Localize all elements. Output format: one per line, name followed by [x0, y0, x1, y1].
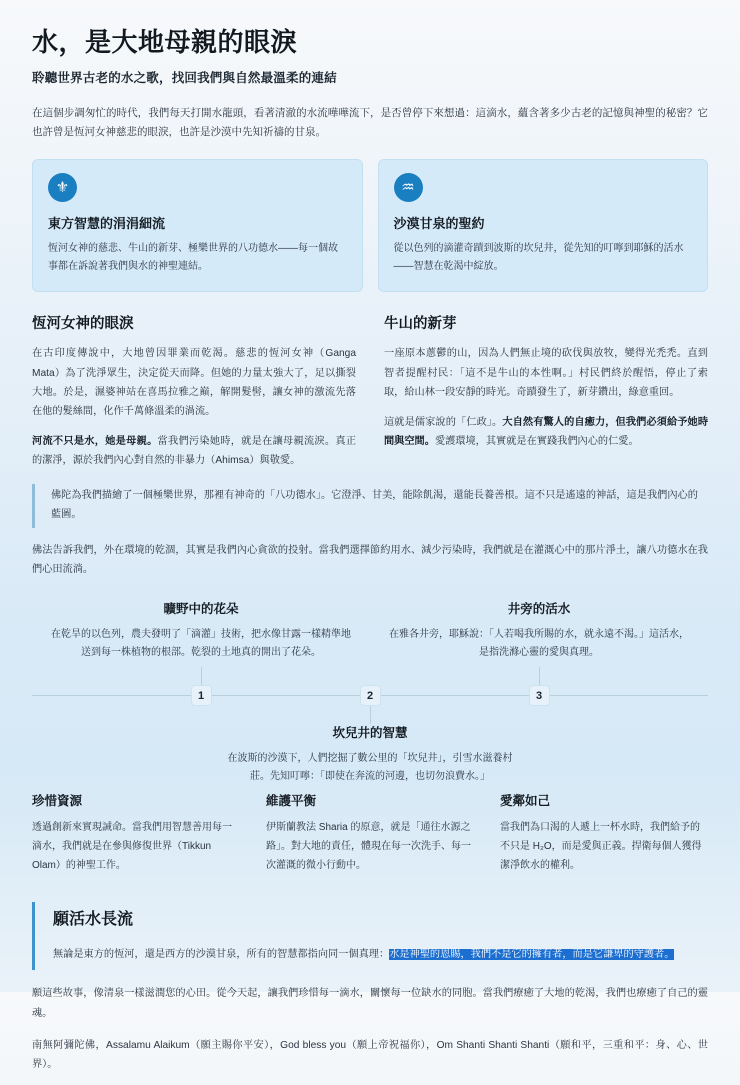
timeline-node-1[interactable]: 1	[191, 685, 212, 706]
after-quote-paragraph: 佛法告訴我們，外在環境的乾涸，其實是我們內心貪欲的投射。當我們選擇節約用水、減少污染時，我們就是在灌溉心中的那片淨土，讓八功德水在我們心田流淌。	[32, 545, 708, 576]
timeline	[32, 599, 708, 783]
timeline-title: 曠野中的花朵	[163, 602, 239, 617]
principle-body: 當我們為口渴的人遞上一杯水時，我們給予的不只是 H₂O，而是愛與正義。捍衛每個人獲得潔淨飲水的權利。	[500, 822, 702, 872]
blockquote-text: 佛陀為我們描繪了一個極樂世界，那裡有神奇的「八功德水」。它澄淨、甘美，能除飢渴，還能長養善根。這不只是遙遠的神話，這是我們內心的藍圖。	[51, 490, 698, 521]
story-heading: 牛山的新芽	[384, 316, 457, 333]
timeline-content-2	[220, 723, 520, 786]
lotus-flower-icon: ⚜	[48, 173, 77, 202]
story-paragraph: 在古印度傳說中，大地曾因罪業而乾渴。慈悲的恆河女神（Ganga Mata）為了洗淨眾生，決定從天而降。但她的力量太強大了，足以撕裂大地。於是，濕婆神站在喜馬拉雅之巔，解開髮髻，讓女神的激流先落在他的髮絲間，化作千萬條溫柔的渦流。	[32, 348, 356, 417]
principle-heading: 珍惜資源	[32, 794, 83, 809]
timeline-title: 井旁的活水	[507, 602, 571, 617]
timeline-title: 坎兒井的智慧	[332, 726, 408, 741]
closing-paragraph-2: 南無阿彌陀佛，Assalamu Alaikum（願主賜你平安），God bless you（願上帝祝福你），Om Shanti Shanti Shanti（願和平，三重和平：身、心、世界）。	[32, 1039, 708, 1071]
intro-paragraph: 在這個步調匆忙的時代，我們每天打開水龍頭，看著清澈的水流嘩嘩流下，是否曾停下來想過：這滴水，蘊含著多少古老的記憶與神聖的秘密？它也許曾是恆河女神慈悲的眼淚，也許是沙漠中先知祈禱的甘泉。	[32, 106, 708, 138]
highlight-cards	[32, 159, 708, 292]
timeline-stem-1	[201, 667, 202, 685]
story-heading: 恆河女神的眼淚	[32, 316, 134, 333]
story-bold-rest: 愛護環境，其實就是在實踐我們內心的仁愛。	[434, 436, 639, 448]
story-paragraph-emphasis	[384, 413, 708, 451]
timeline-desc: 在波斯的沙漠下，人們挖掘了數公里的「坎兒井」，引雪水滋養村莊。先知叮嚀：「即使在奔流的河邊，也切勿浪費水。」	[227, 753, 513, 783]
callout-paragraph	[53, 945, 708, 964]
story-paragraph: 一座原本蔥鬱的山，因為人們無止境的砍伐與放牧，變得光禿禿。直到智者提醒村民：「這不是牛山的本性啊。」村民們終於醒悟，停止了索取，給山林一段安靜的時光。奇蹟發生了，新芽鑽出，綠意重回。	[384, 348, 708, 398]
principle-heading: 維護平衡	[266, 794, 317, 809]
selected-text-highlight[interactable]: 水是神聖的恩賜，我們不是它的擁有者，而是它謙卑的守護者。	[389, 948, 675, 960]
principle-love-neighbor	[500, 791, 708, 875]
timeline-node-3[interactable]: 3	[529, 685, 550, 706]
timeline-stem-3	[539, 667, 540, 685]
timeline-desc: 在乾旱的以色列，農夫發明了「滴灌」技術，把水像甘露一樣精準地送到每一株植物的根部。乾裂的土地真的開出了花朵。	[51, 629, 351, 659]
blockquote	[32, 484, 708, 528]
principle-body: 透過創新來實現誡命。當我們用智慧善用每一滴水，我們就是在參與修復世界（Tikkun Olam）的神聖工作。	[32, 822, 232, 872]
story-columns	[32, 312, 708, 470]
principle-cherish-resources	[32, 791, 240, 875]
story-ganga	[32, 312, 356, 470]
page-subtitle: 聆聽世界古老的水之歌，找回我們與自然最溫柔的連結	[32, 70, 337, 85]
timeline-content-1	[51, 599, 351, 662]
story-bold-lead: 大自然有驚人的自癒力，但我們必須給予她時間與空間。	[384, 416, 709, 448]
callout-heading: 願活水長流	[53, 910, 134, 928]
story-pre-text: 這就是儒家說的「仁政」。	[384, 416, 503, 428]
card-body: 從以色列的滴灌奇蹟到波斯的坎兒井，從先知的叮嚀到耶穌的活水——智慧在乾渴中綻放。	[393, 243, 684, 273]
card-title: 東方智慧的涓涓細流	[48, 216, 166, 232]
story-paragraph-emphasis	[32, 432, 356, 470]
principles-columns	[32, 791, 708, 875]
desert-oasis-icon: ♒	[394, 173, 423, 202]
highlight-card-east	[32, 159, 363, 292]
timeline-node-2[interactable]: 2	[360, 685, 381, 706]
story-bold-rest: 當我們污染她時，就是在讓母親流淚。真正的潔淨，源於我們內心對自然的非暴力（Ahimsa）與敬愛。	[32, 436, 357, 467]
timeline-desc: 在雅各井旁，耶穌說：「人若喝我所賜的水，就永遠不渴。」這活水，是指洗滌心靈的愛與真理。	[389, 629, 689, 659]
closing-callout	[32, 902, 708, 970]
card-title: 沙漠甘泉的聖約	[393, 216, 485, 232]
timeline-content-3	[389, 599, 689, 662]
story-oxmountain	[384, 312, 708, 470]
highlight-card-desert	[378, 159, 709, 292]
principle-maintain-balance	[266, 791, 474, 875]
principle-heading: 愛鄰如己	[500, 794, 551, 809]
story-bold-lead: 河流不只是水，她是母親。	[32, 436, 158, 448]
principle-body: 伊斯蘭教法 Sharia 的原意，就是「通往水源之路」。對大地的責任，體現在每一次洗手、每一次灌溉的微小行動中。	[266, 822, 471, 872]
card-body: 恆河女神的慈悲、牛山的新芽、極樂世界的八功德水——每一個故事都在訴說著我們與水的神聖連結。	[48, 243, 338, 273]
closing-paragraph-1: 願這些故事，像清泉一樣滋潤您的心田。從今天起，讓我們珍惜每一滴水，關懷每一位缺水的同胞。當我們療癒了大地的乾渴，我們也療癒了自己的靈魂。	[32, 988, 708, 1019]
page-title: 水，是大地母親的眼淚	[32, 27, 298, 57]
callout-lead-text: 無論是東方的恆河，還是西方的沙漠甘泉，所有的智慧都指向同一個真理：	[53, 948, 390, 960]
timeline-stem-2	[370, 706, 371, 724]
